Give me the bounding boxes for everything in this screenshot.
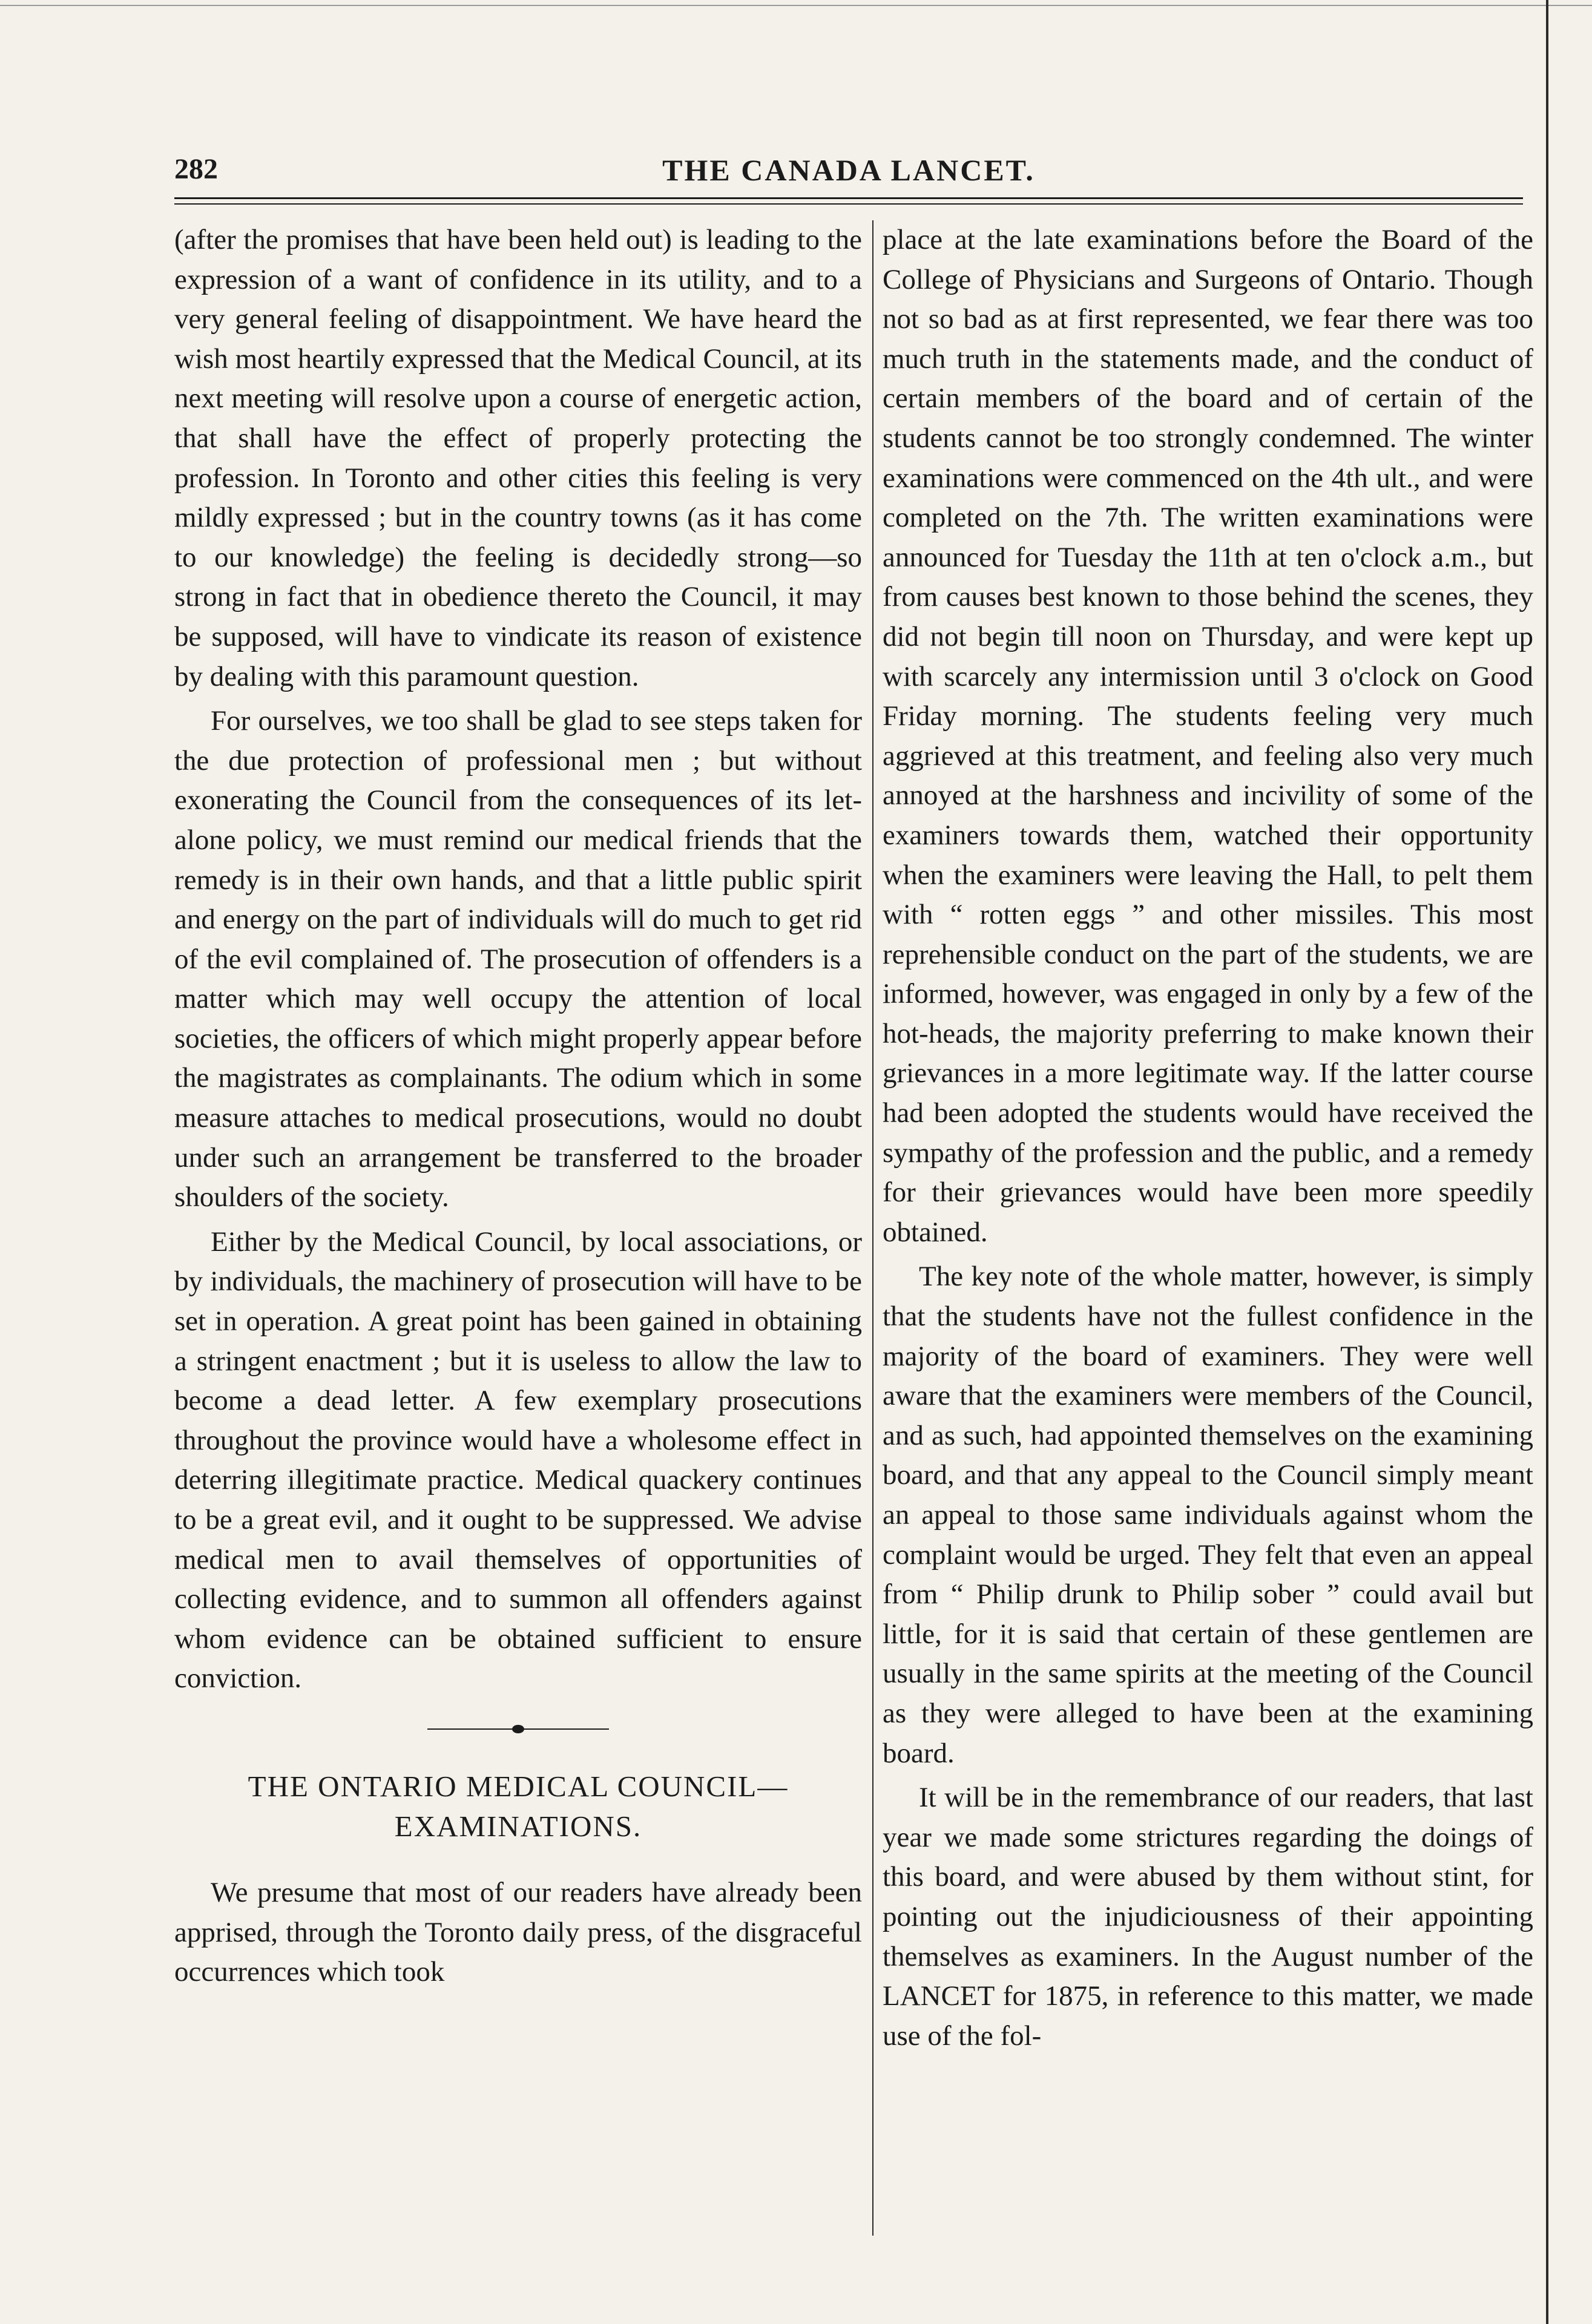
section-heading: [174, 1767, 862, 1846]
right-paragraph-1: place at the late examinations before the Board of the College of Physicians and Surgeons of Ontario. Though not so bad as at first represented, we fear there was too much truth in the statements made, and the conduct of certain members of the board and of certain of the students cannot be too strongly condemned. The winter examinations were commenced on the 4th ult., and were completed on the 7th. The written examinations were announced for Tuesday the 11th at ten o'clock a.m., but from causes best known to those behind the scenes, they did not begin till noon on Thursday, and were kept up with scarcely any intermission until 3 o'clock on Good Friday morning. The students feeling very much aggrieved at this treatment, and feeling also very much annoyed at the harshness and incivility of some of the examiners towards them, watched their opportunity when the examiners were leaving the Hall, to pelt them with “ rotten eggs ” and other missiles. This most reprehensible conduct on the part of the students, we are informed, however, was engaged in only by a few of the hot-heads, the majority preferring to make known their grievances in a more legitimate way. If the latter course had been adopted the students would have received the sympathy of the profession and the public, and a remedy for their grievances would have been more speedily obtained.: [883, 224, 1533, 1248]
section-heading-line-2: EXAMINATIONS.: [394, 1809, 642, 1843]
page-number: 282: [174, 153, 218, 185]
binding-edge-rule: [1546, 0, 1548, 2324]
left-paragraph-3: Either by the Medical Council, by local associations, or by individuals, the machinery of prosecution will have to be set in operation. A great point has been gained in obtaining a stringent enactment ; but it is useless to allow the law to become a dead letter. A few exemplary prosecutions throughout the province would have a wholesome effect in deterring illegitimate practice. Medical quackery continues to be a great evil, and it ought to be suppressed. We advise medical men to avail themselves of opportunities of collecting evidence, and to summon all offenders against whom evidence can be obtained sufficient to ensure conviction.: [174, 1226, 862, 1695]
right-paragraph-3: It will be in the remembrance of our readers, that last year we made some strictures regarding the doings of this board, and were abused by them without stint, for pointing out the injudiciousness of their appointing themselves as examiners. In the August number of the LANCET for 1875, in reference to this matter, we made use of the fol-: [883, 1782, 1533, 2052]
left-paragraph-1: (after the promises that have been held out) is leading to the expression of a want of confidence in its utility, and to a very general feeling of disappointment. We have heard the wish most heartily expressed that the Medical Council, at its next meeting will resolve upon a course of energetic action, that shall have the effect of properly protecting the profession. In Toronto and other cities this feeling is very mildly expressed ; but in the country towns (as it has come to our knowledge) the feeling is decidedly strong—so strong in fact that in obedience thereto the Council, it may be supposed, will have to vindicate its reason of existence by dealing with this paramount question.: [174, 224, 862, 692]
section-divider-ornament: [427, 1723, 609, 1735]
right-column: [883, 220, 1533, 2236]
column-divider: [872, 220, 873, 2236]
left-column: [174, 220, 862, 2236]
page-top-rule: [0, 5, 1592, 6]
divider-bullet: [512, 1725, 524, 1733]
running-head: [174, 153, 1523, 195]
section-first-paragraph: We presume that most of our readers have already been apprised, through the Toronto daily press, of the disgraceful occurrences which took: [174, 1876, 862, 1988]
header-double-rule: [174, 197, 1523, 205]
section-heading-line-1: THE ONTARIO MEDICAL COUNCIL—: [248, 1769, 789, 1803]
right-paragraph-2: The key note of the whole matter, however, is simply that the students have not the fullest confidence in the majority of the board of examiners. They were well aware that the examiners were members of the Council, and as such, had appointed themselves on the examining board, and that any appeal to the Council simply meant an appeal to those same individuals against whom the complaint would be urged. They felt that even an appeal from “ Philip drunk to Philip sober ” could avail but little, for it is said that certain of these gentlemen are usually in the same spirits at the meeting of the Council as they were alleged to have been at the examining board.: [883, 1261, 1533, 1769]
left-paragraph-2: For ourselves, we too shall be glad to see steps taken for the due protection of professional men ; but without exonerating the Council from the consequences of its let-alone policy, we must remind our medical friends that the remedy is in their own hands, and that a little public spirit and energy on the part of individuals will do much to get rid of the evil complained of. The prosecution of offenders is a matter which may well occupy the attention of local societies, the officers of which might properly appear before the magistrates as complainants. The odium which in some measure attaches to medical prosecutions, would no doubt under such an arrangement be transferred to the broader shoulders of the society.: [174, 705, 862, 1213]
journal-title: THE CANADA LANCET.: [662, 153, 1035, 187]
